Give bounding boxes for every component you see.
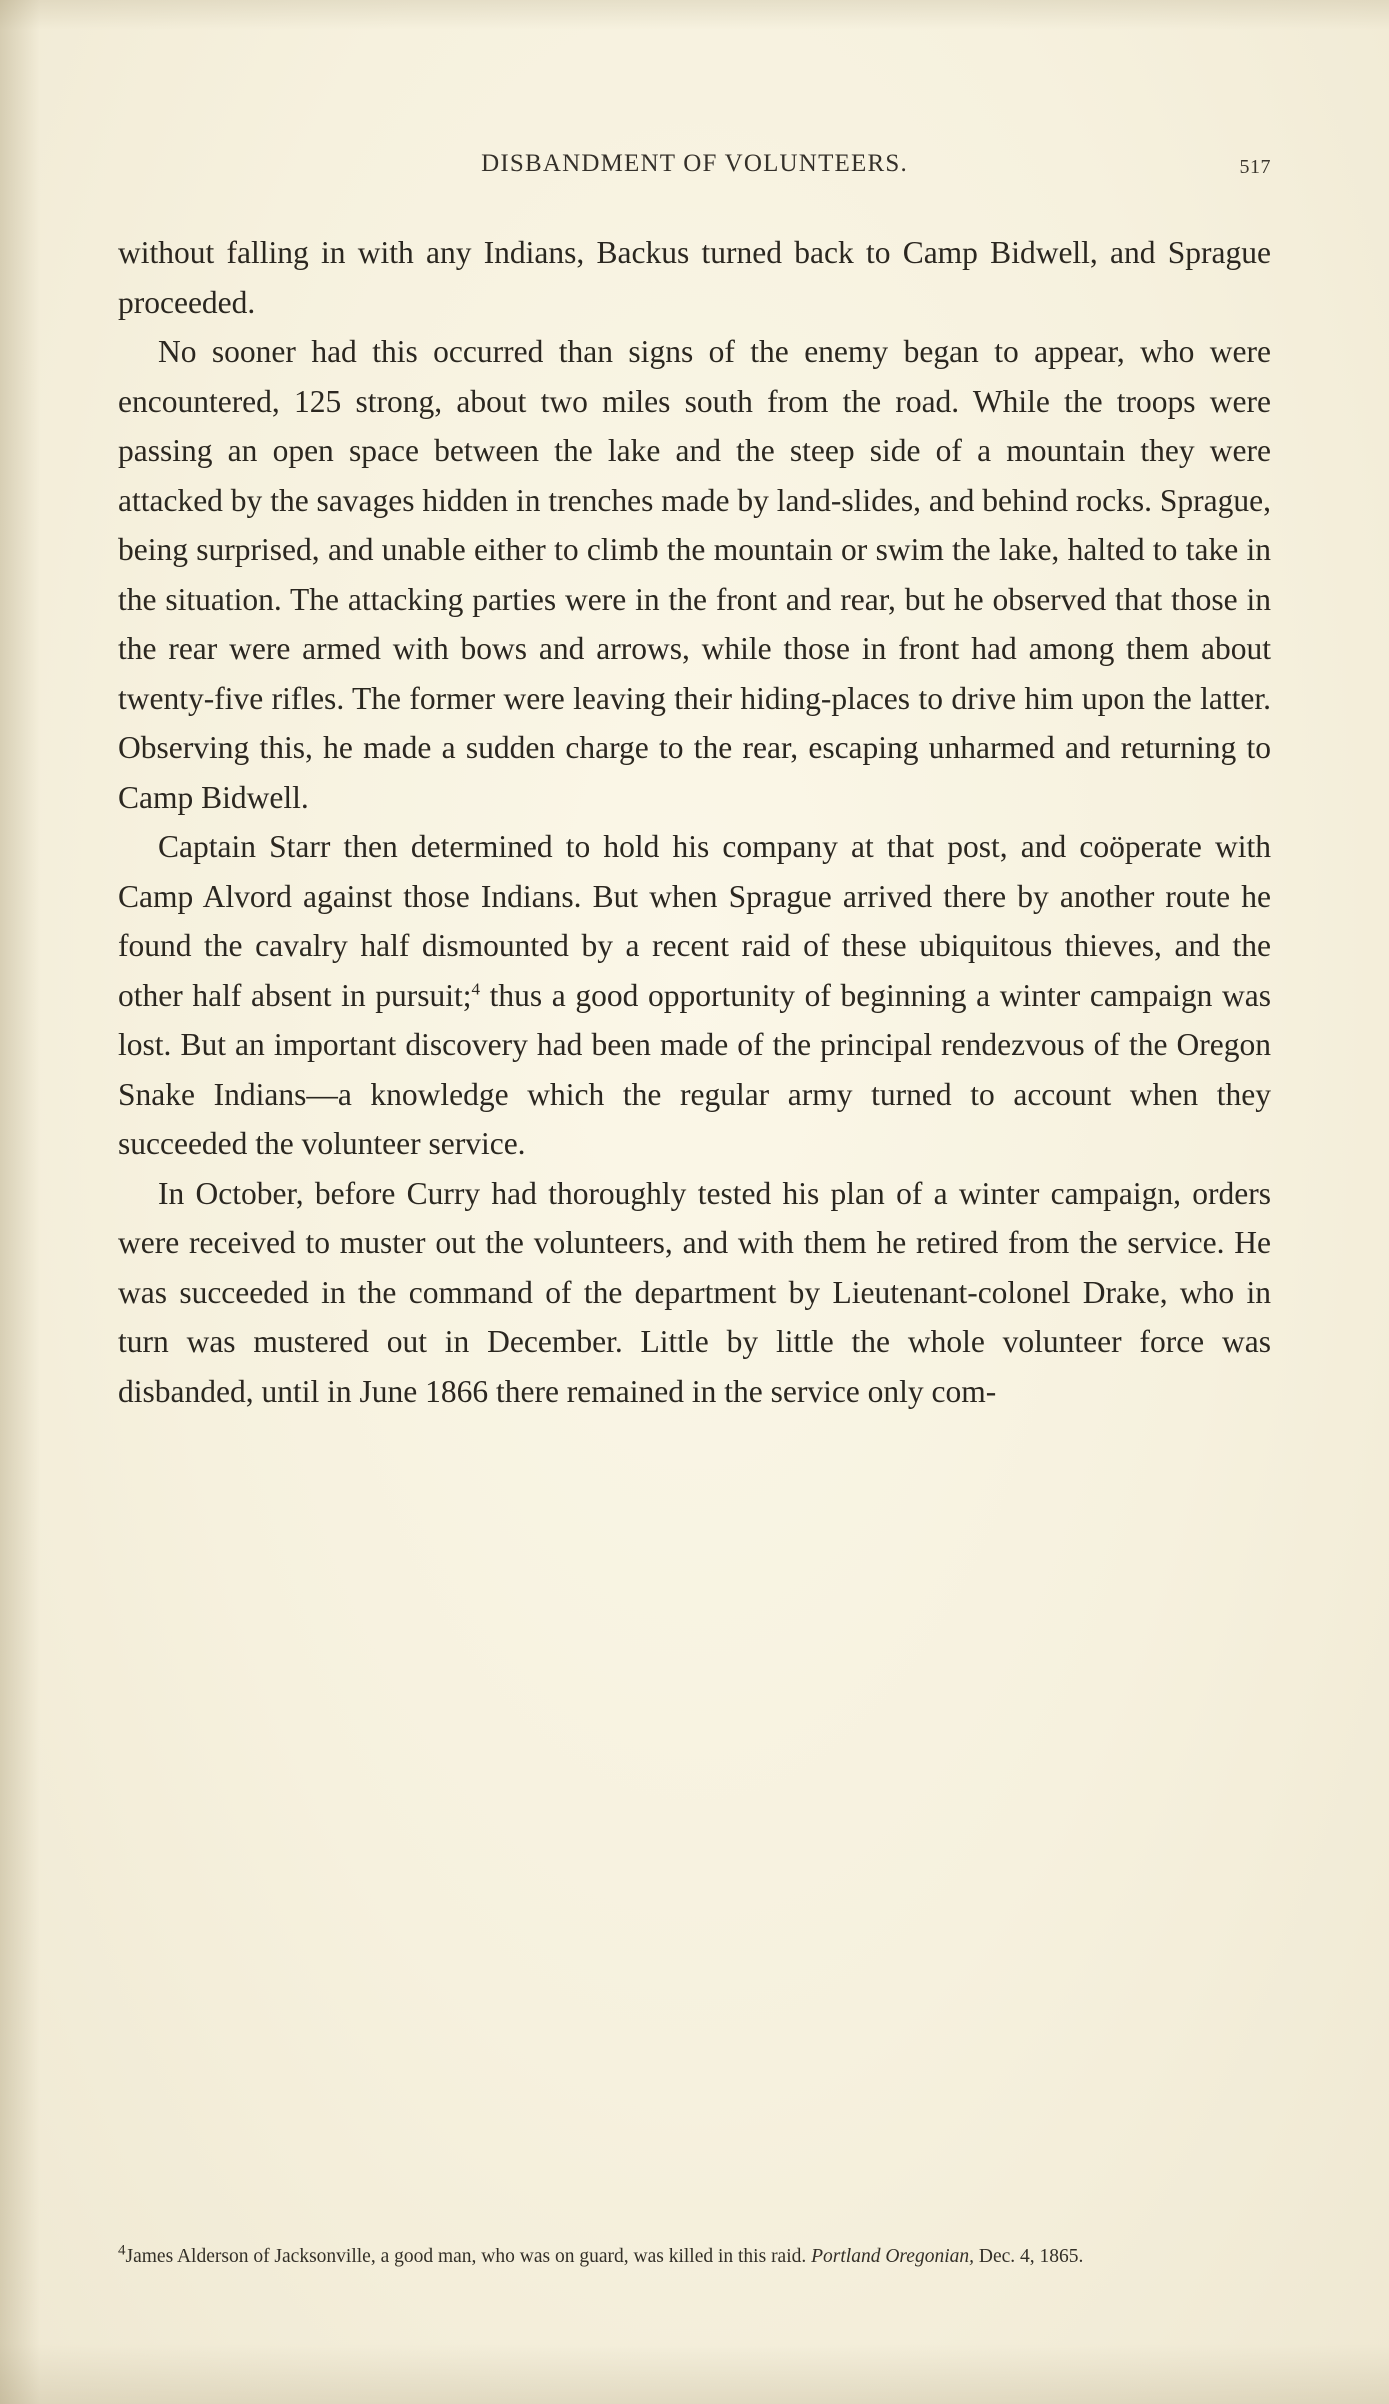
- footnote: [118, 2241, 1271, 2272]
- running-head: DISBANDMENT OF VOLUNTEERS.: [481, 150, 908, 177]
- paragraph-text-continued: thus a good opportunity of beginning a winter campaign was lost. But an important discovery had been made of the principal rendezvous of the Oregon Snake Indians—a knowledge which the regular army turned to account when they succeeded the volunteer service.: [118, 977, 1271, 1161]
- page-number: 517: [1239, 156, 1271, 178]
- paragraph: No sooner had this occurred than signs of the enemy began to appear, who were encountered, 125 strong, about two miles south from the road. While the troops were passing an open space between the lake and the steep side of a mountain they were attacked by the savages hidden in trenches made by land-slides, and behind rocks. Sprague, being surprised, and unable either to climb the mountain or swim the lake, halted to take in the situation. The attacking parties were in the front and rear, but he observed that those in the rear were armed with bows and arrows, while those in front had among them about twenty-five rifles. The former were leaving their hiding-places to drive him upon the latter. Observing this, he made a sudden charge to the rear, escaping unharmed and returning to Camp Bidwell.: [118, 334, 1271, 815]
- paragraph: without falling in with any Indians, Backus turned back to Camp Bidwell, and Sprague proceeded.: [118, 235, 1271, 320]
- footnote-reference: 4: [471, 979, 480, 998]
- footnote-text: James Alderson of Jacksonville, a good man, who was on guard, was killed in this raid.: [125, 2246, 812, 2267]
- page-top-shadow: [0, 0, 1389, 30]
- paragraph-text: Captain Starr then determined to hold his company at that post, and coöperate with Camp Alvord against those Indians. But when Sprague arrived there by another route he found the cavalry half dismounted by a recent raid of these ubiquitous thieves, and the other half absent in pursuit;: [118, 829, 1271, 1013]
- page-bottom-shadow: [0, 2344, 1389, 2404]
- page-body: [118, 228, 1271, 1416]
- footnote-source-title: Portland Oregonian,: [811, 2246, 974, 2267]
- footnote-marker: 4: [118, 2242, 126, 2259]
- page-header: [118, 150, 1271, 180]
- footnote-date: Dec. 4, 1865.: [974, 2246, 1084, 2267]
- footnote-area: [118, 2231, 1271, 2272]
- paragraph-with-footnote: [118, 822, 1271, 1169]
- paragraph: In October, before Curry had thoroughly tested his plan of a winter campaign, orders were received to muster out the volunteers, and with them he retired from the service. He was succeeded in the command of the department by Lieutenant-colonel Drake, who in turn was mustered out in December. Little by little the whole volunteer force was disbanded, until in June 1866 there remained in the service only com-: [118, 1175, 1271, 1409]
- page-left-shadow: [0, 0, 40, 2404]
